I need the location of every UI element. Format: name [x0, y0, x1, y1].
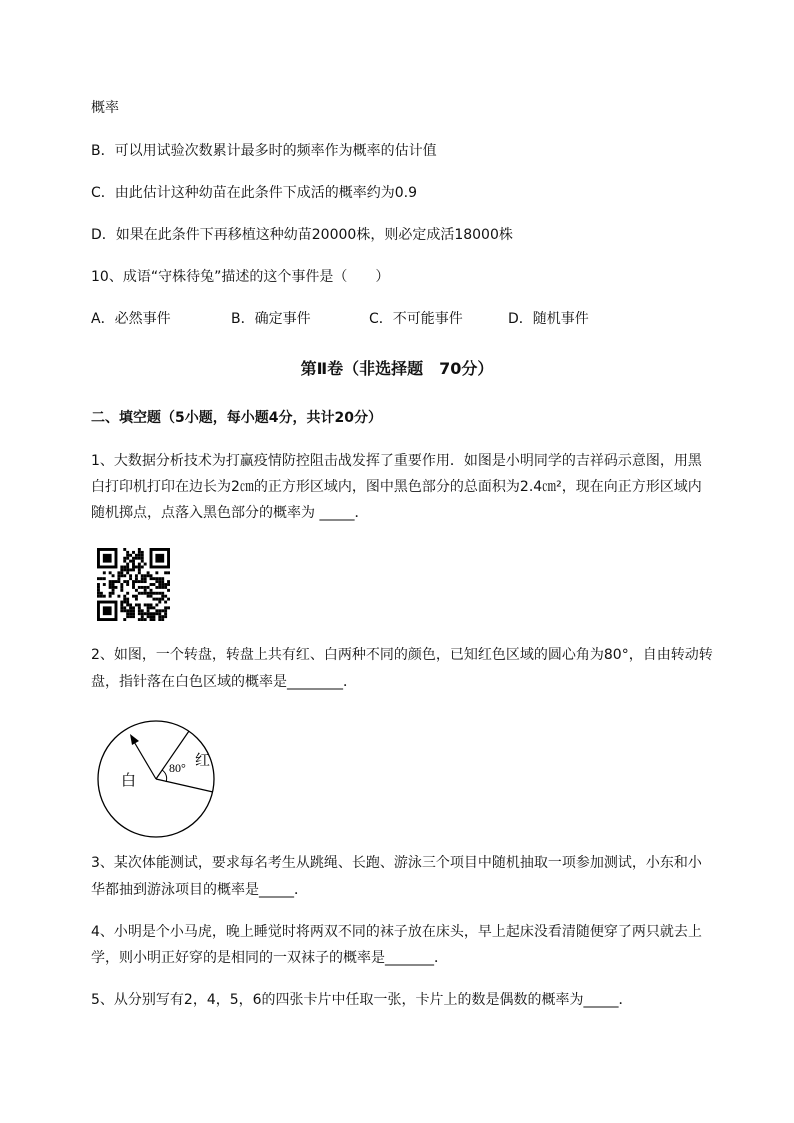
q10-option-b: B．确定事件: [231, 311, 311, 327]
qr-code-figure: [97, 548, 170, 621]
fill-q4-line1: 4、小明是个小马虎，晚上睡觉时将两双不同的袜子放在床头，早上起床没看清随便穿了两只就去上: [91, 924, 702, 940]
q9-option-c: C．由此估计这种幼苗在此条件下成活的概率约为0.9: [91, 185, 418, 201]
q9-option-d: D．如果在此条件下再移植这种幼苗20000株，则必定成活18000株: [91, 227, 513, 243]
q10-option-a: A．必然事件: [91, 311, 171, 327]
fill-q1-line3: 随机掷点，点落入黑色部分的概率为 _____．: [91, 505, 369, 521]
spinner-red-label: 红: [195, 751, 211, 769]
q9-option-a-tail: 概率: [91, 100, 119, 116]
qr-code-icon: [97, 548, 170, 621]
fill-q1-line2: 白打印机打印在边长为2㎝的正方形区域内，图中黑色部分的总面积为2.4㎝²，现在向正方形区域内: [91, 479, 702, 495]
spinner-figure: [90, 712, 220, 842]
q10-option-d: D．随机事件: [508, 311, 589, 327]
fill-q5-line1: 5、从分别写有2，4，5，6的四张卡片中任取一张，卡片上的数是偶数的概率为_____．: [91, 992, 633, 1008]
spinner-pointer-arrowhead: [130, 734, 139, 745]
q10-option-c: C．不可能事件: [369, 311, 463, 327]
fill-q2-line1: 2、如图，一个转盘，转盘上共有红、白两种不同的颜色，已知红色区域的圆心角为80°，自由转动转: [91, 647, 713, 663]
section2-heading: 二、填空题（5小题，每小题4分，共计20分）: [91, 410, 382, 426]
fill-q2-line2: 盘，指针落在白色区域的概率是________．: [91, 674, 357, 690]
q10-stem: 10、成语“守株待兔”描述的这个事件是（ ）: [91, 269, 390, 285]
fill-q1-line1: 1、大数据分析技术为打赢疫情防控阻击战发挥了重要作用．如图是小明同学的吉祥码示意图，用黑: [91, 453, 702, 469]
spinner-angle-label: 80°: [169, 761, 186, 775]
spinner-boundary-line-2: [156, 779, 213, 792]
q9-option-b: B．可以用试验次数累计最多时的频率作为概率的估计值: [91, 143, 437, 159]
q10-options: [91, 309, 589, 329]
spinner-white-label: 白: [121, 771, 137, 789]
part2-title: 第Ⅱ卷（非选择题 70分）: [300, 359, 494, 378]
fill-q3-line2: 华都抽到游泳项目的概率是_____．: [91, 882, 308, 898]
spinner-pointer: [133, 740, 156, 779]
fill-q3-line1: 3、某次体能测试，要求每名考生从跳绳、长跑、游泳三个项目中随机抽取一项参加测试，小东和小: [91, 855, 702, 871]
fill-q4-line2: 学，则小明正好穿的是相同的一双袜子的概率是_______．: [91, 950, 448, 966]
